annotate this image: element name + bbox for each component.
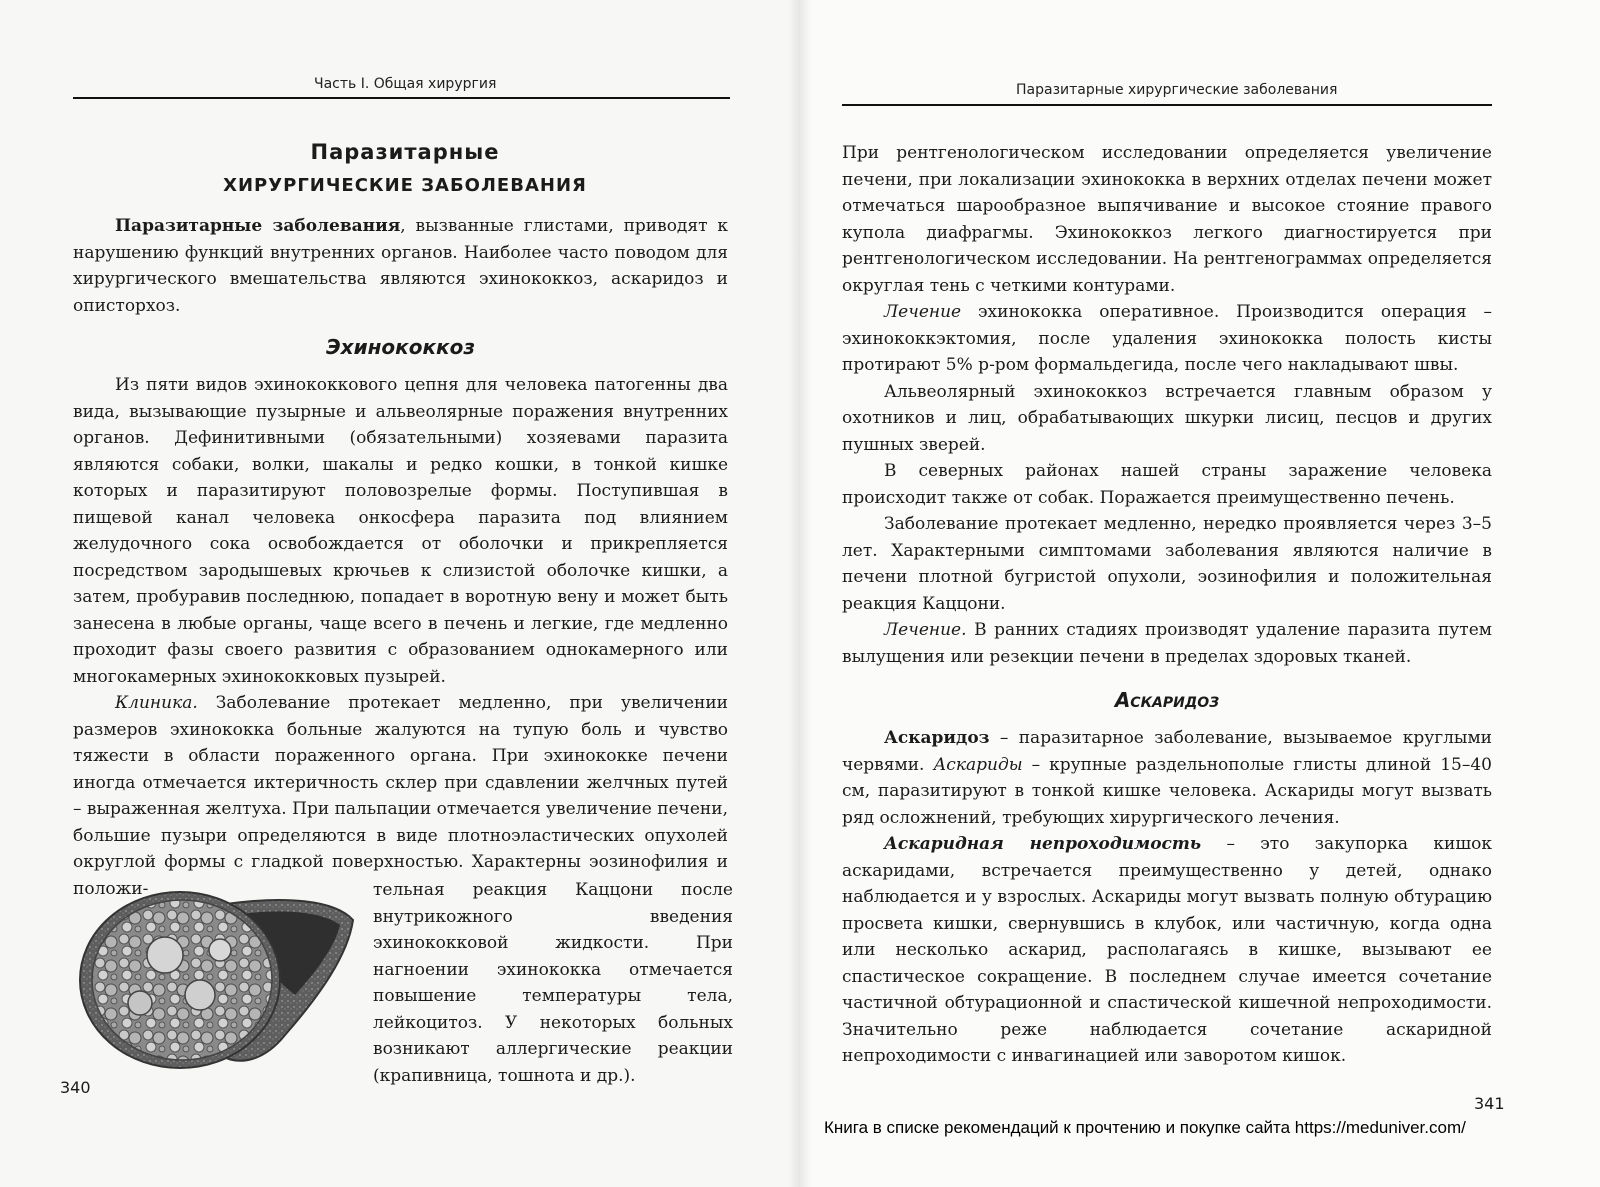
obstruction-bold-italic-term: Аскаридная непроходимость <box>884 834 1202 854</box>
treatment2-italic-label: Лечение. <box>884 620 967 640</box>
chapter-title-line2 <box>75 175 735 196</box>
intro-paragraph <box>73 213 728 319</box>
paragraph-ascariasis <box>842 725 1492 831</box>
echinococcosis-text-block <box>73 372 728 902</box>
treatment-text: эхинококка оперативное. Производится операция – эхинококкэктомия, после удаления эхинококка полость кисты протирают 5% р-ром формальдегида, после чего накладывают швы. <box>842 302 1492 375</box>
ascariasis-bold-term: Аскаридоз <box>884 728 990 748</box>
clinic-text: Заболевание протекает медленно, при увеличении размеров эхинококка больные жалуются на тупую боль и чувство тяжести в области пораженного органа. При эхинококке печени иногда отмечается иктеричность склер при сдавлении желчных путей – выраженная желтуха. При пальпации отмечается увеличение печени, большие пузыри определяются в виде плотноэластических опухолей округлой формы с гладкой поверхностью. Характерны эозинофилия и положи- <box>73 693 728 899</box>
paragraph-clinic <box>73 690 728 902</box>
obstruction-text: – это закупорка кишок аскаридами, встречается преимущественно у детей, однако наблюдается и у взрослых. Аскариды могут вызвать полную обтурацию просвета кишки, свернувшись в клубок, или частичную, когда одна или несколько аскарид, располагаясь в кишке, вызывают ее спастическое сокращение. В последнем случае имеется сочетание частичной обтурационной и спастической кишечной непроходимости. Значительно реже наблюдается сочетание аскаридной непроходимости с инвагинацией или заворотом кишок. <box>842 834 1492 1066</box>
site-watermark: Книга в списке рекомендаций к прочтению и покупке сайта https://meduniver.com/ <box>824 1118 1466 1137</box>
left-header-rule <box>73 97 730 99</box>
treatment-italic-label: Лечение <box>884 302 962 322</box>
section-title-echinococcosis: Эхинококкоз <box>326 335 475 359</box>
right-text-block-1 <box>842 140 1492 670</box>
book-gutter <box>788 0 812 1187</box>
intro-text: , вызванные глистами, приводят к нарушению функций внутренних органов. Наиболее часто поводом для хирургического вмешательства являются эхинококкоз, аскаридоз и описторхоз. <box>73 216 728 316</box>
paragraph-xray: При рентгенологическом исследовании определяется увеличение печени, при локализации эхинококка в верхних отделах печени может отмечаться шарообразное выпячивание и высокое стояние правого купола диафрагмы. Эхинококкоз легкого диагностируется при рентгенологическом исследовании. На рентгенограммах определяется округлая тень с четкими контурами. <box>842 143 1492 296</box>
paragraph-treatment-alveolar <box>842 617 1492 670</box>
paragraph-alveolar: Альвеолярный эхинококкоз встречается главным образом у охотников и лиц, обрабатывающих шкурки лисиц, песцов и других пушных зверей. <box>842 381 1492 455</box>
paragraph-obstruction <box>842 831 1492 1070</box>
intro-paragraph-block <box>73 213 728 319</box>
paragraph-treatment <box>842 299 1492 379</box>
right-text-block-2 <box>842 725 1492 1070</box>
right-page-number: 341 <box>1474 1094 1505 1113</box>
clinic-italic-label: Клиника. <box>115 693 198 713</box>
section-title-ascariasis: Аскаридоз <box>1114 688 1220 712</box>
chapter-title-line2-text: ХИРУРГИЧЕСКИЕ ЗАБОЛЕВАНИЯ <box>223 175 587 196</box>
figure-wrap-text: тельная реакция Каццони после внутрикожного введения эхинококковой жидкости. При нагноении эхинококка отмечается повышение температуры тела, лейкоцитоз. У некоторых больных возникают аллергические реакции (крапивница, тошнота и др.). <box>373 880 733 1086</box>
ascarids-italic-term: Аскариды <box>933 754 1023 775</box>
paragraph-northern: В северных районах нашей страны заражение человека происходит также от собак. Поражается преимущественно печень. <box>842 461 1492 508</box>
chapter-title-line1: Паразитарные <box>310 140 500 164</box>
right-running-head: Паразитарные хирургические заболевания <box>1016 82 1338 98</box>
treatment2-text: В ранних стадиях производят удаление паразита путем вылущения или резекции печени в пределах здоровых тканей. <box>842 620 1492 667</box>
right-header-rule <box>842 104 1492 106</box>
left-page-number: 340 <box>60 1078 91 1097</box>
paragraph-course: Заболевание протекает медленно, нередко проявляется через 3–5 лет. Характерными симптомами заболевания являются наличие в печени плотной бугристой опухоли, эозинофилия и положительная реакция Каццони. <box>842 514 1492 614</box>
ascariasis-text-mid: – паразитарное заболевание, вызываемое круглыми червями. <box>842 728 1492 775</box>
paragraph-echinococcus-intro: Из пяти видов эхинококкового цепня для человека патогенны два вида, вызывающие пузырные и альвеолярные поражения внутренних органов. Дефинитивными (обязательными) хозяевами паразита являются собаки, волки, шакалы и редко кошки, в тонкой кишке которых и паразитируют половозрелые формы. Поступившая в пищевой канал человека онкосфера паразита под влиянием желудочного сока освобождается от оболочки и прикрепляется посредством зародышевых крючьев к слизистой оболочке кишки, а затем, пробуравив последнюю, попадает в воротную вену и может быть занесена в любые органы, чаще всего в печень и легкие, где медленно проходит фазы своего развития с образованием однокамерного или многокамерных эхинококковых пузырей. <box>73 375 728 687</box>
echinococcal-cyst-illustration <box>70 885 360 1075</box>
ascariasis-text-rest: – крупные раздельнополые глисты длиной 15–40 см, паразитируют в тонкой кишке человека. Аскариды могут вызвать ряд осложнений, требующих хирургического лечения. <box>842 754 1492 828</box>
left-running-head: Часть I. Общая хирургия <box>314 76 497 92</box>
intro-bold-term: Паразитарные заболевания <box>115 216 401 236</box>
